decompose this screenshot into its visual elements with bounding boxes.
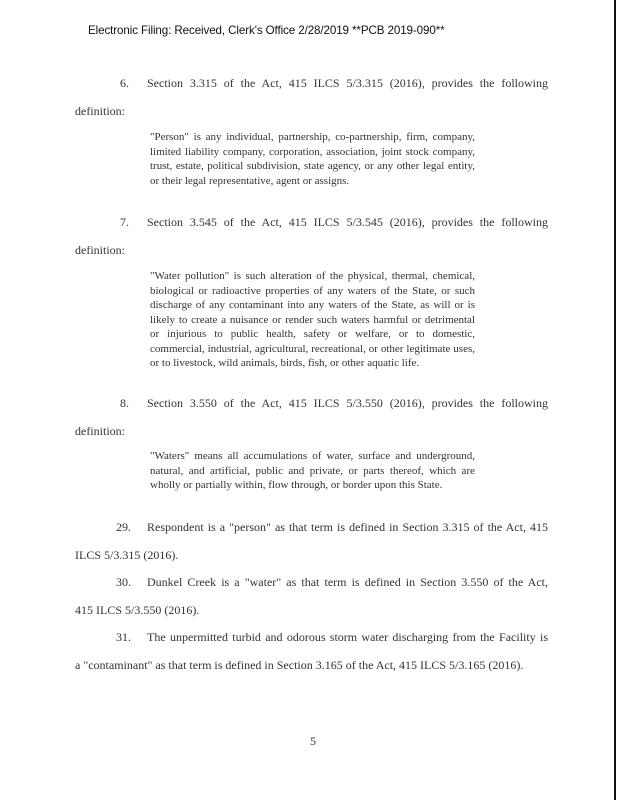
paragraph-number: 29. (116, 520, 131, 534)
definition-quote: "Waters" means all accumulations of water, surface and underground, natural, and artificial, public and private, or parts thereof, which are wholly or partially within, flow through, or border upon this State. (150, 450, 475, 491)
page-number: 5 (310, 734, 316, 748)
paragraph-text: Respondent is a "person" as that term is defined in Section 3.315 of the Act, 415 (147, 520, 548, 534)
definition-quote: "Person" is any individual, partnership, co-partnership, firm, company, limited liability company, corporation, association, joint stock company, trust, estate, political subdivision, state agency, or any other legal entity, or their legal representative, agent or assigns. (150, 131, 475, 187)
page-edge (614, 0, 616, 800)
paragraph-number: 31. (116, 630, 131, 644)
paragraph-text: Section 3.545 of the Act, 415 ILCS 5/3.545 (2016), provides the following (147, 215, 548, 229)
paragraph-number: 7. (120, 215, 129, 229)
filing-header: Electronic Filing: Received, Clerk's Office 2/28/2019 **PCB 2019-090** (88, 24, 445, 37)
paragraph-text: Dunkel Creek is a "water" as that term is defined in Section 3.550 of the Act, (147, 575, 548, 589)
paragraph-text-continued: definition: (75, 104, 125, 118)
paragraph-number: 8. (120, 396, 129, 410)
paragraph-text: Section 3.315 of the Act, 415 ILCS 5/3.315 (2016), provides the following (147, 76, 548, 90)
paragraph-text: The unpermitted turbid and odorous storm water discharging from the Facility is (147, 630, 548, 644)
definition-quote: "Water pollution" is such alteration of the physical, thermal, chemical, biological or radioactive properties of any waters of the State, or such discharge of any contaminant into any waters of the State, as will or is likely to create a nuisance or render such waters harmful or detrimental or injurious to public health, safety or welfare, or to domestic, commercial, industrial, agricultural, recreational, or other legitimate uses, or to livestock, wild animals, birds, fish, or other aquatic life. (150, 270, 475, 369)
paragraph-text-continued: ILCS 5/3.315 (2016). (75, 548, 179, 562)
paragraph-text-continued: a "contaminant" as that term is defined in Section 3.165 of the Act, 415 ILCS 5/3.165 (2016). (75, 658, 524, 672)
paragraph-text-continued: definition: (75, 243, 125, 257)
paragraph-text-continued: 415 ILCS 5/3.550 (2016). (75, 603, 200, 617)
paragraph-number: 30. (116, 575, 131, 589)
paragraph-text-continued: definition: (75, 424, 125, 438)
paragraph-text: Section 3.550 of the Act, 415 ILCS 5/3.550 (2016), provides the following (147, 396, 548, 410)
paragraph-number: 6. (120, 76, 129, 90)
